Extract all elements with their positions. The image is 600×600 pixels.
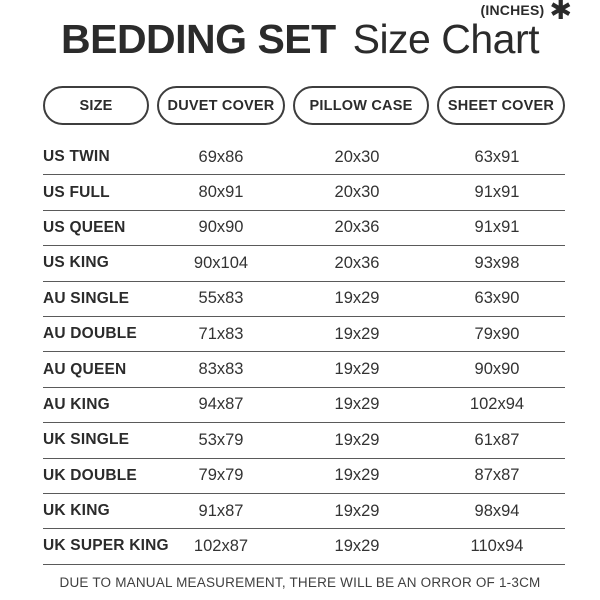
table-row — [43, 529, 565, 564]
page-title-regular: Size Chart — [352, 16, 540, 62]
duvet-cover-cell: 90x90 — [198, 218, 244, 237]
duvet-cover-cell: 94x87 — [198, 395, 244, 414]
duvet-cover-cell: 69x86 — [198, 147, 244, 166]
measurement-disclaimer: DUE TO MANUAL MEASUREMENT, THERE WILL BE AN ORROR OF 1-3CM — [59, 575, 541, 590]
pillow-case-cell: 19x29 — [334, 501, 380, 520]
sheet-cover-cell: 87x87 — [474, 466, 520, 485]
table-row — [43, 140, 565, 175]
duvet-cover-cell: 102x87 — [193, 536, 249, 555]
pillow-case-cell: 19x29 — [334, 536, 380, 555]
pillow-case-cell: 19x29 — [334, 360, 380, 379]
column-pill-sheet-cover: SHEET COVER — [437, 86, 565, 125]
size-table-body — [43, 140, 565, 565]
column-pill-pillow-case: PILLOW CASE — [293, 86, 429, 125]
duvet-cover-cell: 55x83 — [198, 289, 244, 308]
duvet-cover-cell: 91x87 — [198, 501, 244, 520]
sheet-cover-cell: 79x90 — [474, 324, 520, 343]
size-name-cell: US FULL — [43, 183, 110, 201]
pillow-case-cell: 19x29 — [334, 324, 380, 343]
size-name-cell: UK SINGLE — [43, 431, 130, 449]
sheet-cover-cell: 110x94 — [470, 536, 524, 555]
pillow-case-cell: 20x36 — [334, 218, 380, 237]
duvet-cover-cell: 90x104 — [193, 253, 249, 272]
asterisk-icon: ✱ — [549, 0, 572, 25]
table-row — [43, 423, 565, 458]
sheet-cover-cell: 90x90 — [474, 360, 520, 379]
table-row — [43, 352, 565, 387]
pillow-case-cell: 19x29 — [334, 395, 380, 414]
sheet-cover-cell: 91x91 — [474, 183, 520, 202]
size-name-cell: US KING — [43, 254, 109, 272]
sheet-cover-cell: 98x94 — [474, 501, 520, 520]
pillow-case-cell: 19x29 — [334, 289, 380, 308]
table-row — [43, 282, 565, 317]
table-row — [43, 494, 565, 529]
sheet-cover-cell: 91x91 — [474, 218, 520, 237]
size-name-cell: AU QUEEN — [43, 360, 127, 378]
size-name-cell: AU SINGLE — [43, 289, 130, 307]
table-row — [43, 175, 565, 210]
pillow-case-cell: 20x30 — [334, 147, 380, 166]
size-name-cell: UK DOUBLE — [43, 466, 137, 484]
table-row — [43, 459, 565, 494]
size-name-cell: US TWIN — [43, 148, 110, 166]
sheet-cover-cell: 63x90 — [474, 289, 520, 308]
sheet-cover-cell: 61x87 — [474, 430, 520, 449]
pillow-case-cell: 20x36 — [334, 253, 380, 272]
duvet-cover-cell: 53x79 — [198, 430, 244, 449]
page-title — [0, 16, 600, 63]
size-name-cell: US QUEEN — [43, 218, 126, 236]
table-row — [43, 317, 565, 352]
page-title-bold: BEDDING SET — [60, 16, 336, 62]
pillow-case-cell: 20x30 — [334, 183, 380, 202]
size-name-cell: UK KING — [43, 502, 110, 520]
sheet-cover-cell: 63x91 — [474, 147, 520, 166]
column-pill-size: SIZE — [43, 86, 149, 125]
duvet-cover-cell: 71x83 — [198, 324, 244, 343]
duvet-cover-cell: 83x83 — [198, 360, 244, 379]
units-label: (INCHES) — [480, 2, 545, 18]
size-name-cell: AU DOUBLE — [43, 325, 137, 343]
pillow-case-cell: 19x29 — [334, 430, 380, 449]
sheet-cover-cell: 93x98 — [474, 253, 520, 272]
size-name-cell: AU KING — [43, 395, 110, 413]
duvet-cover-cell: 79x79 — [198, 466, 244, 485]
table-row — [43, 211, 565, 246]
duvet-cover-cell: 80x91 — [198, 183, 244, 202]
column-header-row — [43, 86, 565, 125]
pillow-case-cell: 19x29 — [334, 466, 380, 485]
sheet-cover-cell: 102x94 — [469, 395, 525, 414]
table-row — [43, 388, 565, 423]
table-row — [43, 246, 565, 281]
column-pill-duvet-cover: DUVET COVER — [157, 86, 285, 125]
size-name-cell: UK SUPER KING — [43, 537, 169, 555]
